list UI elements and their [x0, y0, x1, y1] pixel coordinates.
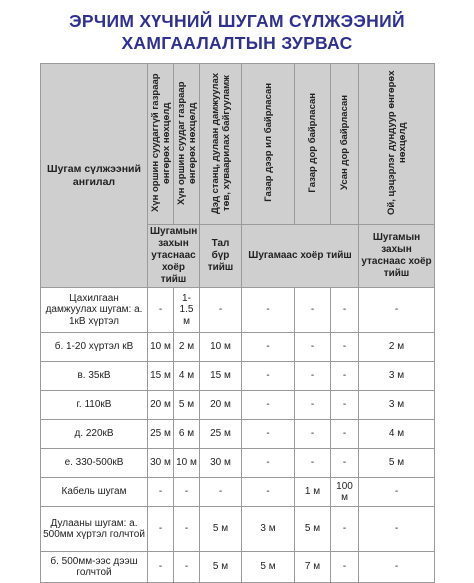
table-cell: - [331, 362, 359, 391]
group-header-each-side: Тал бүр тийш [200, 225, 242, 288]
row-category-label: е. 330-500кВ [41, 449, 148, 478]
page-title [0, 10, 474, 54]
row-category-label: Дулааны шугам: а. 500мм хүртэл голчтой [41, 507, 148, 552]
row-category-label: в. 35кВ [41, 362, 148, 391]
table-cell: - [174, 552, 200, 583]
row-category-label: Цахилгаан дамжуулах шугам: а. 1кВ хүртэл [41, 288, 148, 333]
table-cell: 5 м [200, 507, 242, 552]
table-cell: 3 м [359, 362, 435, 391]
table-row [41, 478, 435, 507]
table-cell: 15 м [200, 362, 242, 391]
table-cell: - [200, 478, 242, 507]
table-row [41, 552, 435, 583]
table-cell: 5 м [200, 552, 242, 583]
table-cell: 5 м [359, 449, 435, 478]
table-body [41, 288, 435, 583]
table-cell: - [174, 507, 200, 552]
protection-zone-table [40, 63, 435, 583]
table-cell: 25 м [148, 420, 174, 449]
table-cell: 10 м [174, 449, 200, 478]
row-category-label: б. 1-20 хүртэл кВ [41, 333, 148, 362]
table-cell: - [331, 391, 359, 420]
table-cell: - [331, 288, 359, 333]
column-header-underground: Газар дор байрласан [295, 64, 331, 225]
table-cell: - [295, 333, 331, 362]
table-cell: - [359, 288, 435, 333]
table-cell: - [295, 362, 331, 391]
table-cell: 30 м [148, 449, 174, 478]
table-cell: - [359, 478, 435, 507]
table-cell: 1-1.5 м [174, 288, 200, 333]
group-header-outer-wire-forest: Шугамын захын утаснаас хоёр тийш [359, 225, 435, 288]
table-cell: 3 м [242, 507, 295, 552]
table-row [41, 449, 435, 478]
row-category-label: д. 220кВ [41, 420, 148, 449]
table-cell: 4 м [359, 420, 435, 449]
table-cell: 6 м [174, 420, 200, 449]
table-cell: 30 м [200, 449, 242, 478]
table-row [41, 391, 435, 420]
table-cell: - [331, 507, 359, 552]
table-row [41, 362, 435, 391]
table-cell: 5 м [174, 391, 200, 420]
table-cell: - [242, 362, 295, 391]
table-cell: 2 м [174, 333, 200, 362]
column-header-above-ground: Газар дээр ил байрласан [242, 64, 295, 225]
table-cell: - [242, 333, 295, 362]
table-cell: 20 м [148, 391, 174, 420]
table-cell: - [242, 478, 295, 507]
table-row [41, 420, 435, 449]
table-cell: - [331, 552, 359, 583]
table-cell: - [148, 478, 174, 507]
table-cell: - [331, 420, 359, 449]
table-cell: 10 м [148, 333, 174, 362]
table-cell: 15 м [148, 362, 174, 391]
network-category-header: Шугам сүлжээний ангилал [41, 64, 148, 288]
table-cell: - [174, 478, 200, 507]
table-cell: 2 м [359, 333, 435, 362]
table-cell: 7 м [295, 552, 331, 583]
table-cell: - [295, 420, 331, 449]
table-cell: - [295, 391, 331, 420]
table-cell: - [148, 507, 174, 552]
row-category-label: Кабель шугам [41, 478, 148, 507]
table-cell: - [148, 288, 174, 333]
table-cell: - [200, 288, 242, 333]
table-cell: - [148, 552, 174, 583]
column-header-populated: Хүн оршин суудаг газраар өнгөрөх нөхцөлд [174, 64, 200, 225]
column-header-substation: Дэд станц, дулаан дамжуулах төв, хуваарилах байгууламж [200, 64, 242, 225]
table-row [41, 333, 435, 362]
table-cell: - [242, 420, 295, 449]
table-cell: - [295, 288, 331, 333]
table-cell: - [331, 449, 359, 478]
table-cell: 4 м [174, 362, 200, 391]
table-row [41, 507, 435, 552]
table-row [41, 288, 435, 333]
row-category-label: г. 110кВ [41, 391, 148, 420]
table-cell: - [331, 333, 359, 362]
page-title-line-2: ХАМГААЛАЛТЫН ЗУРВАС [121, 33, 353, 53]
column-header-forest: Ой, цэцэрлэг дундуур өнгөрөх нөхцөлд [359, 64, 435, 225]
table-cell: 25 м [200, 420, 242, 449]
table-cell: - [359, 552, 435, 583]
group-header-from-line: Шугамаас хоёр тийш [242, 225, 359, 288]
column-header-underwater: Усан дор байрласан [331, 64, 359, 225]
table-cell: 3 м [359, 391, 435, 420]
table-cell: 5 м [295, 507, 331, 552]
table-cell: 100 м [331, 478, 359, 507]
table-cell: 20 м [200, 391, 242, 420]
table-cell: - [242, 288, 295, 333]
table-cell: - [295, 449, 331, 478]
table-cell: - [359, 507, 435, 552]
page-title-line-1: ЭРЧИМ ХҮЧНИЙ ШУГАМ СҮЛЖЭЭНИЙ [69, 11, 405, 31]
table-cell: 1 м [295, 478, 331, 507]
table-cell: - [242, 449, 295, 478]
group-header-outer-wire: Шугамын захын утаснаас хоёр тийш [148, 225, 200, 288]
table-cell: 10 м [200, 333, 242, 362]
table-cell: 5 м [242, 552, 295, 583]
table-cell: - [242, 391, 295, 420]
row-category-label: б. 500мм-ээс дээш голчтой [41, 552, 148, 583]
column-header-unpopulated: Хүн оршин суудаггүй газраар өнгөрөх нөхцөлд [148, 64, 174, 225]
